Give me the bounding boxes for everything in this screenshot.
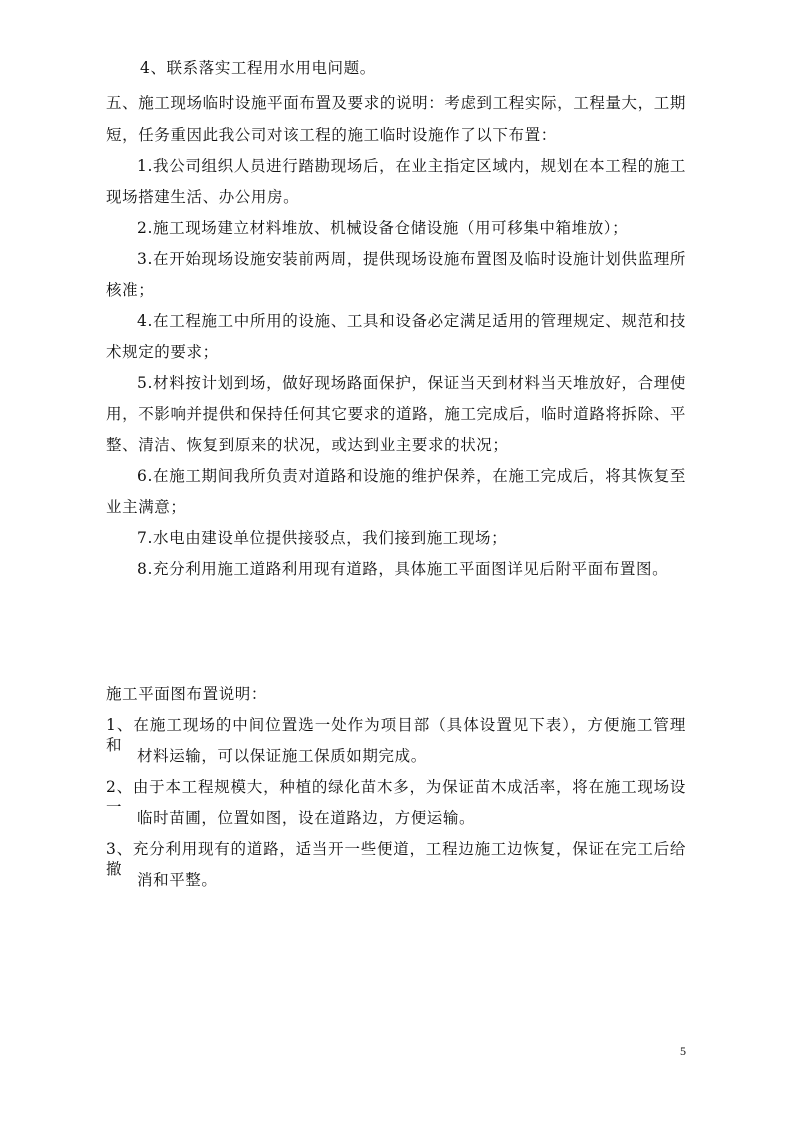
- paragraph-3-line2: 核准；: [106, 281, 155, 299]
- layout-note-2-line2: 临时苗圃，位置如图，设在道路边，方便运输。: [137, 809, 476, 827]
- paragraph-7: 7.水电由建设单位提供接驳点，我们接到施工现场；: [137, 529, 508, 547]
- paragraph-6-line2: 业主满意；: [106, 498, 187, 516]
- paragraph-4-line2: 术规定的要求；: [106, 343, 219, 361]
- paragraph-4-line1: 4.在工程施工中所用的设施、工具和设备必定满足适用的管理规定、规范和技: [137, 312, 686, 330]
- layout-note-1-line2: 材料运输，可以保证施工保质如期完成。: [137, 747, 427, 765]
- paragraph-5-line3: 整、清洁、恢复到原来的状况，或达到业主要求的状况；: [106, 436, 509, 454]
- layout-note-3-line1: 3、充分利用现有的道路，适当开一些便道，工程边施工边恢复，保证在完工后给撤: [106, 840, 686, 878]
- paragraph-2: 2.施工现场建立材料堆放、机械设备仓储设施（用可移集中箱堆放）；: [137, 219, 629, 237]
- paragraph-3-line1: 3.在开始现场设施安装前两周，提供现场设施布置图及临时设施计划供监理所: [137, 250, 686, 268]
- item-4-line: 4、联系落实工程用水用电问题。: [140, 59, 376, 77]
- paragraph-1-line2: 现场搭建生活、办公用房。: [106, 188, 300, 206]
- page-number: 5: [680, 1044, 686, 1058]
- paragraph-5-line1: 5.材料按计划到场，做好现场路面保护，保证当天到材料当天堆放好，合理使: [137, 374, 686, 392]
- layout-notes-title: 施工平面图布置说明：: [106, 685, 268, 703]
- paragraph-1-line1: 1.我公司组织人员进行踏勘现场后，在业主指定区域内，规划在本工程的施工: [137, 157, 686, 175]
- layout-note-1-line1: 1、在施工现场的中间位置选一处作为项目部（具体设置见下表），方便施工管理和: [106, 716, 686, 754]
- paragraph-6-line1: 6.在施工期间我所负责对道路和设施的维护保养，在施工完成后，将其恢复至: [137, 467, 686, 485]
- paragraph-8: 8.充分利用施工道路利用现有道路，具体施工平面图详见后附平面布置图。: [137, 560, 669, 578]
- section-five-heading-line2: 短，任务重因此我公司对该工程的施工临时设施作了以下布置：: [106, 126, 557, 144]
- section-five-heading-line1: 五、施工现场临时设施平面布置及要求的说明：考虑到工程实际，工程量大，工期: [106, 94, 686, 112]
- paragraph-5-line2: 用，不影响并提供和保持任何其它要求的道路，施工完成后，临时道路将拆除、平: [106, 405, 686, 423]
- layout-note-2-line1: 2、由于本工程规模大，种植的绿化苗木多，为保证苗木成活率，将在施工现场设一: [106, 778, 686, 816]
- layout-note-3-line2: 消和平整。: [137, 871, 218, 889]
